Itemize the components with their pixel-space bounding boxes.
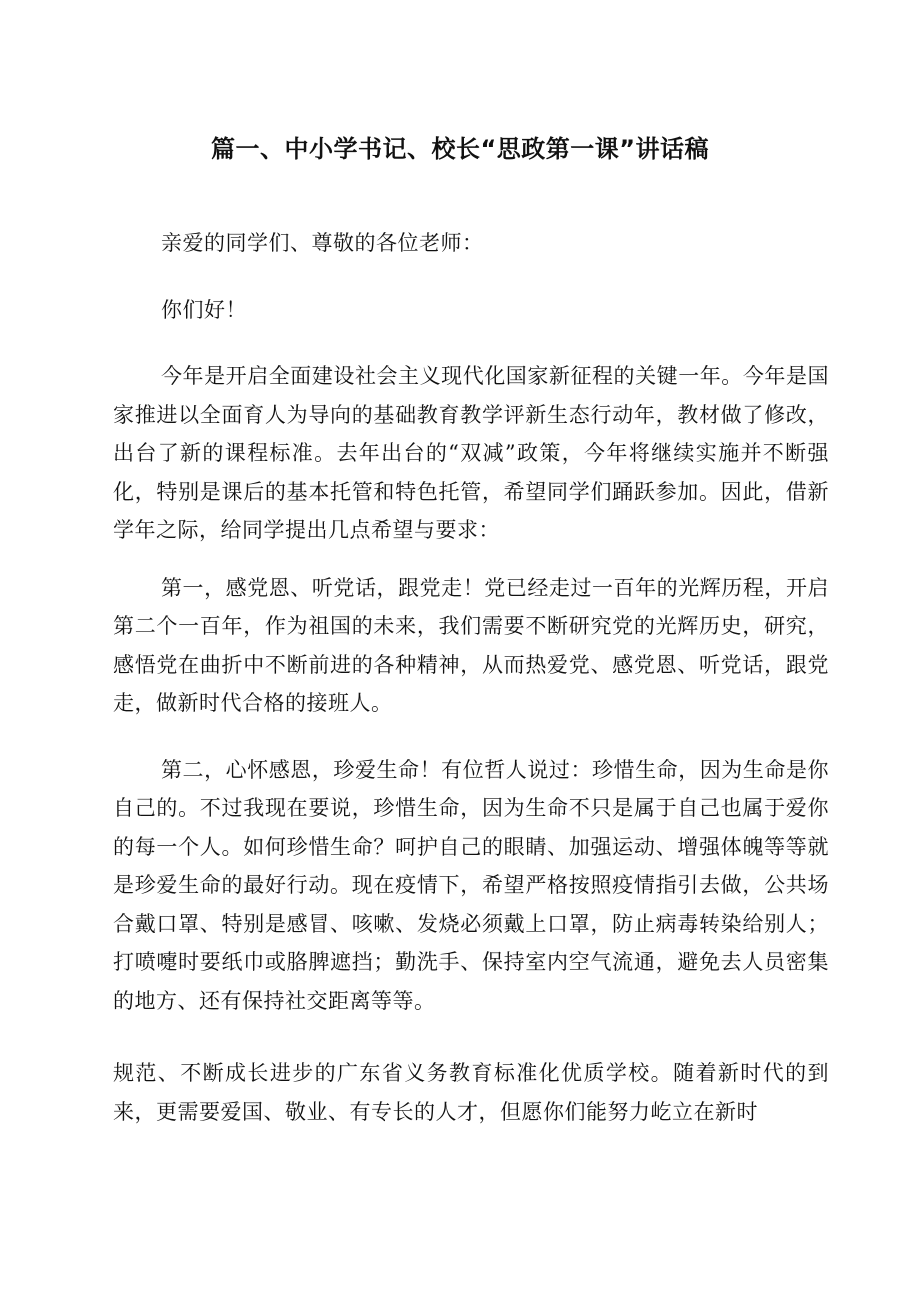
paragraph-second-point: 第二，心怀感恩，珍爱生命！有位哲人说过：珍惜生命，因为生命是你自己的。不过我现在要说，珍惜生命，因为生命不只是属于自己也属于爱你的每一个人。如何珍惜生命？呵护自己的眼睛、加强运动、增强体魄等等就是珍爱生命的最好行动。现在疫情下，希望严格按照疫情指引去做，公共场合戴口罩、特别是感冒、咳嗽、发烧必须戴上口罩，防止病毒转染给别人；打喷嚏时要纸巾或胳脾遮挡；勤洗手、保持室内空气流通，避免去人员密集的地方、还有保持社交距离等等。 [113,757,829,1013]
greeting: 你们好！ [161,297,247,322]
document-body [113,224,829,1131]
paragraph-first-point: 第一，感党恩、听党话，跟党走！党已经走过一百年的光辉历程，开启第二个一百年，作为祖国的未来，我们需要不断研究党的光辉历史，研究，感悟党在曲折中不断前进的各种精神，从而热爱党、感党恩、听党话，跟党走，做新时代合格的接班人。 [113,575,829,715]
paragraph-continuation: 规范、不断成长进步的广东省义务教育标准化优质学校。随着新时代的到来，更需要爱国、敬业、有专长的人才，但愿你们能努力屹立在新时 [113,1061,829,1124]
paragraph-intro: 今年是开启全面建设社会主义现代化国家新征程的关键一年。今年是国家推进以全面育人为导向的基础教育教学评新生态行动年，教材做了修改，出台了新的课程标准。去年出台的“双减”政策，今年将继续实施并不断强化，特别是课后的基本托管和特色托管，希望同学们踊跃参加。因此，借新学年之际，给同学提出几点希望与要求： [113,364,829,542]
salutation: 亲爱的同学们、尊敬的各位老师： [161,231,484,255]
document-title: 篇一、中小学书记、校长“思政第一课”讲话稿 [210,135,710,163]
